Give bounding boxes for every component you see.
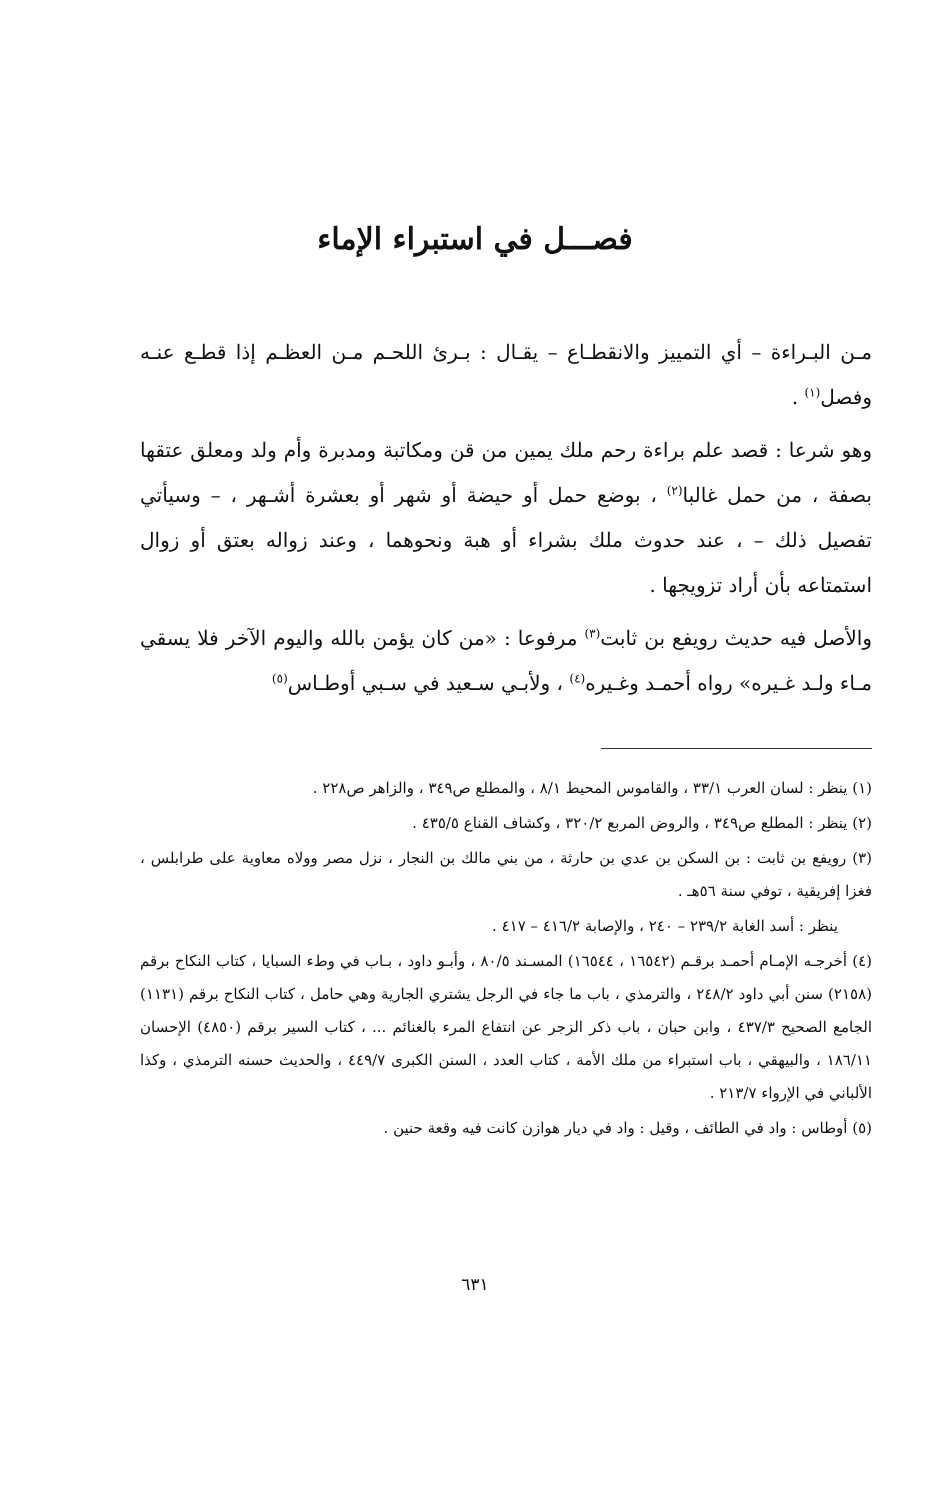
footnote-3-references: ينظر : أسد الغابة ٢٣٩/٢ – ٢٤٠ ، والإصابة ٤١٦/٢ – ٤١٧ .	[492, 917, 838, 935]
footnote-1: (١) ينظر : لسان العرب ٣٣/١ ، والقاموس المحيط ٨/١ ، والمطلع ص٣٤٩ ، والزاهر ص٢٢٨ .	[312, 779, 872, 797]
footnote-ref-2[interactable]: (٢)	[666, 483, 683, 498]
footnote-5: (٥) أوطاس : واد في الطائف ، وقيل : واد في ديار هوازن كانت فيه وقعة حنين .	[383, 1119, 872, 1137]
footnote-ref-1[interactable]: (١)	[804, 385, 821, 400]
footnote-divider	[601, 748, 872, 749]
footnote-ref-4[interactable]: (٤)	[569, 671, 586, 686]
paragraph-definition-lexical: مـن البـراءة – أي التمييز والانقطـاع – يقـال : بـرئ اللحـم مـن العظـم إذا قطـع عنـه وفصل$^{(١)}$ .	[140, 340, 872, 409]
footnote-ref-5[interactable]: (٥)	[271, 671, 288, 686]
chapter-heading: فصـــل في استبراء الإماء	[317, 222, 633, 257]
paragraph-evidence: والأصل فيه حديث رويفع بن ثابت$^{(٣)}$ مرفوعا : «من كان يؤمن بالله واليوم الآخر فلا يسقي مـاء ولـد غـيره» رواه أحمـد وغـيره$^{(٤)}$ ، ولأبـي سـعيد في سـبي أوطـاس$^{(٥)}$	[140, 626, 872, 695]
footnote-3: (٣) رويفع بن ثابت : بن السكن بن عدي بن حارثة ، من بني مالك بن النجار ، نزل مصر وولاه معاوية على طرابلس ، فغزا إفريقية ، توفي سنة ٥٦هـ .	[140, 849, 872, 900]
paragraph-definition-legal: وهو شرعا : قصد علم براءة رحم ملك يمين من قن ومكاتبة ومدبرة وأم ولد ومعلق عتقها بصفة ، من حمل غالبا$^{(٢)}$ ، بوضع حمل أو حيضة أو شهر أو بعشرة أشـهر ، – وسيأتي تفصيل ذلك – ، عند حدوث ملك بشراء أو هبة ونحوهما ، وعند زواله بعتق أو زوال استمتاعه بأن أراد تزويجها .	[140, 438, 872, 597]
footnote-4: (٤) أخرجـه الإمـام أحمـد برقـم (١٦٥٤٢ ، ١٦٥٤٤) المسـند ٨٠/٥ ، وأبـو داود ، بـاب في وطء السبايا ، كتاب النكاح برقم (٢١٥٨) سنن أبي داود ٢٤٨/٢ ، والترمذي ، باب ما جاء في الرجل يشتري الجارية وهي حامل ، كتاب النكاح برقم (١١٣١) الجامع الصحيح ٤٣٧/٣ ، وابن حبان ، باب ذكر الزجر عن انتفاع المرء بالغنائم ... ، كتاب السير برقم (٤٨٥٠) الإحسان ١٨٦/١١ ، والبيهقي ، باب استبراء من ملك الأمة ، كتاب العدد ، السنن الكبرى ٤٤٩/٧ ، والحديث حسنه الترمذي ، وكذا الألباني في الإرواء ٢١٣/٧ .	[140, 952, 873, 1102]
footnote-ref-3[interactable]: (٣)	[584, 626, 601, 641]
page-number: ٦٣١	[461, 1275, 489, 1295]
footnote-2: (٢) ينظر : المطلع ص٣٤٩ ، والروض المربع ٣٢٠/٢ ، وكشاف القناع ٤٣٥/٥ .	[412, 814, 872, 832]
footnotes-section	[140, 772, 872, 1145]
main-text	[140, 330, 872, 706]
